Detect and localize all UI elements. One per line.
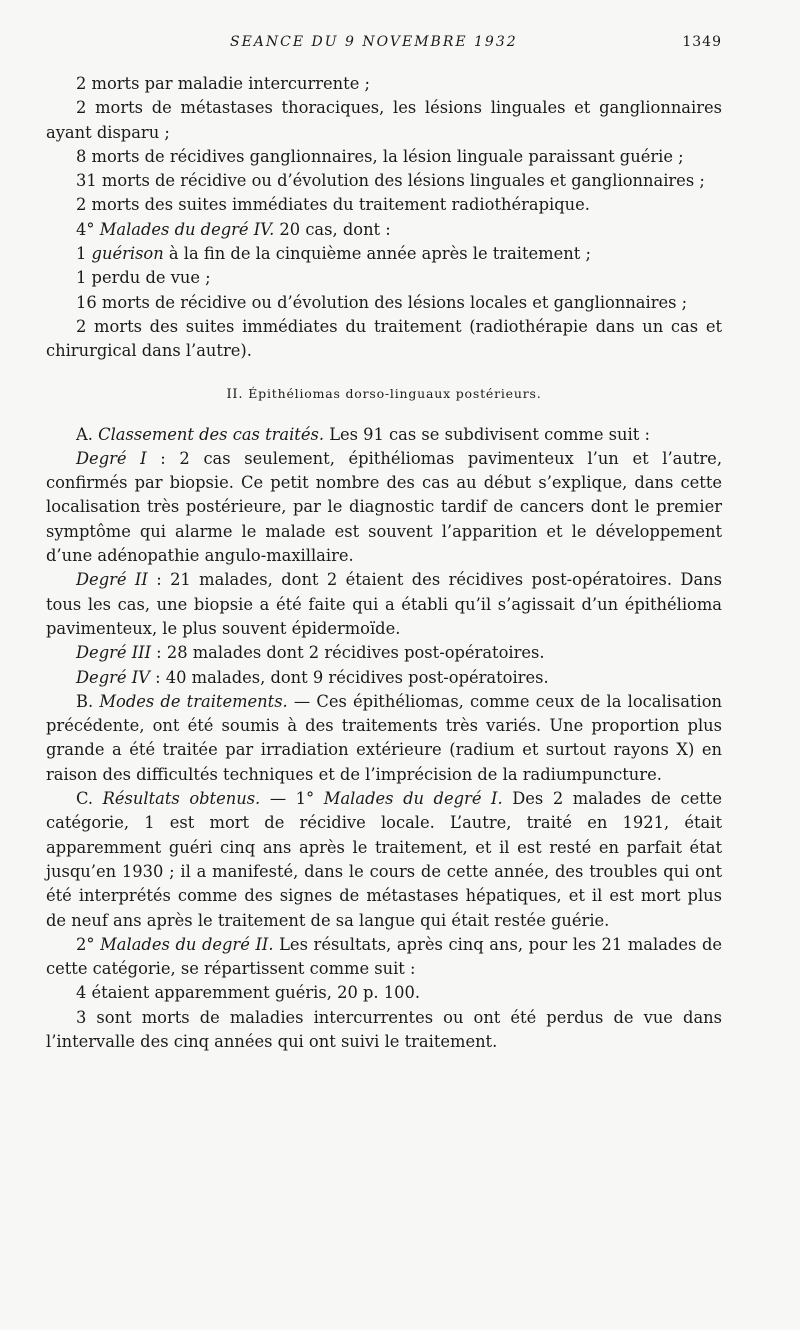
paragraph: 2 morts des suites immédiates du traitement (radiothérapie dans un cas et chirurgical dans l’autre). (46, 316, 722, 361)
italic-heading: Malades du degré IV. (99, 219, 275, 239)
italic-heading: Modes de traitements. (99, 691, 288, 711)
paragraph: 31 morts de récidive ou d’évolution des lésions linguales et ganglionnaires ; (76, 171, 705, 191)
paragraph-text: : 21 malades, dont 2 étaient des récidives post-opératoires. Dans tous les cas, une biopsie a été faite qui a établi qu’il s’agissait d’un épithélioma pavimenteux, le plus souvent épidermoïde. (46, 570, 722, 638)
paragraph-text: — 1° (260, 789, 324, 809)
item-number: 4° (76, 219, 95, 239)
section-title: Épithéliomas dorso-linguaux postérieurs. (248, 385, 542, 401)
paragraph-text: Des 2 malades de cette catégorie, 1 est mort de récidive locale. L’autre, traité en 1921, était apparemment guéri cinq ans après le traitement, et il est resté en parfait état jusqu’en 1930 ; il a manifesté, dans le cours de cette année, des troubles qui ont été interprétés comme des signes de métastases hépatiques, et il est mort plus de neuf ans après le traitement de sa langue qui était restée guérie. (46, 789, 722, 930)
paragraph-text: à la fin de la cinquième année après le traitement ; (163, 244, 591, 264)
paragraph (46, 641, 722, 665)
section-heading (46, 382, 722, 407)
paragraph: 8 morts de récidives ganglionnaires, la lésion linguale paraissant guérie ; (76, 146, 684, 166)
paragraph-text: : 28 malades dont 2 récidives post-opératoires. (151, 643, 545, 663)
paragraph-text: 20 cas, dont : (274, 219, 391, 239)
paragraph (46, 666, 722, 690)
item-number: 1 (76, 244, 92, 264)
page-number: 1349 (682, 34, 722, 50)
paragraph: 3 sont morts de maladies intercurrentes ou ont été perdus de vue dans l’intervalle des cinq années qui ont suivi le traitement. (46, 1007, 722, 1051)
paragraph-text: — Ces épithéliomas, comme ceux de la localisation précédente, ont été soumis à des traitements très variés. Une proportion plus grande a été traitée par irradiation extérieure (radium et surtout rayons X) en raison des difficultés techniques et de l’imprécision de la radiumpuncture. (46, 691, 722, 784)
paragraph (46, 568, 722, 641)
italic-heading: Malades du degré I. (323, 789, 503, 809)
running-header (230, 34, 722, 58)
paragraph: 2 morts des suites immédiates du traitement radiothérapique. (76, 195, 590, 215)
item-number: 2° (76, 934, 95, 954)
italic-heading: Classement des cas traités. (98, 424, 325, 444)
paragraph (46, 218, 722, 242)
subsection-label: C. (76, 789, 94, 809)
paragraph-text: Les résultats, après cinq ans, pour les 21 malades de cette catégorie, se répartissent comme suit : (46, 934, 722, 979)
section-number: II. (226, 386, 244, 402)
paragraph (46, 690, 722, 787)
italic-heading: Degré II (76, 570, 148, 590)
subsection-label: B. (76, 691, 94, 711)
paragraph-text: Les 91 cas se subdivisent comme suit : (324, 424, 650, 444)
italic-heading: Degré I (76, 448, 147, 468)
subsection-label: A. (76, 424, 93, 444)
paragraph (46, 423, 722, 447)
paragraph: 16 morts de récidive ou d’évolution des lésions locales et ganglionnaires ; (76, 292, 688, 312)
page (46, 34, 722, 1054)
paragraph-text: : 2 cas seulement, épithéliomas pavimenteux l’un et l’autre, confirmés par biopsie. Ce petit nombre des cas au début s’explique, dans cette localisation très postérieure, par le diagnostic tardif de cancers dont le premier symptôme qui alarme le malade est souvent l’apparition et le développement d’une adénopathie angulo-maxillaire. (46, 448, 722, 566)
italic-heading: Résultats obtenus. (102, 789, 261, 809)
italic-term: guérison (91, 244, 164, 264)
paragraph: 1 perdu de vue ; (76, 268, 211, 288)
italic-heading: Malades du degré II. (100, 934, 274, 954)
paragraph (46, 447, 722, 568)
italic-heading: Degré IV (76, 667, 150, 687)
paragraph-text: : 40 malades, dont 9 récidives post-opératoires. (149, 667, 549, 687)
paragraph (46, 933, 722, 982)
paragraph: 2 morts de métastases thoraciques, les lésions linguales et ganglionnaires ayant disparu ; (46, 98, 722, 142)
paragraph: 4 étaient apparemment guéris, 20 p. 100. (76, 983, 421, 1003)
body-text (46, 72, 722, 1054)
running-title: SEANCE DU 9 NOVEMBRE 1932 (230, 34, 518, 50)
italic-heading: Degré III (76, 643, 151, 663)
paragraph (46, 787, 722, 933)
paragraph: 2 morts par maladie intercurrente ; (76, 74, 371, 93)
paragraph (46, 242, 722, 266)
